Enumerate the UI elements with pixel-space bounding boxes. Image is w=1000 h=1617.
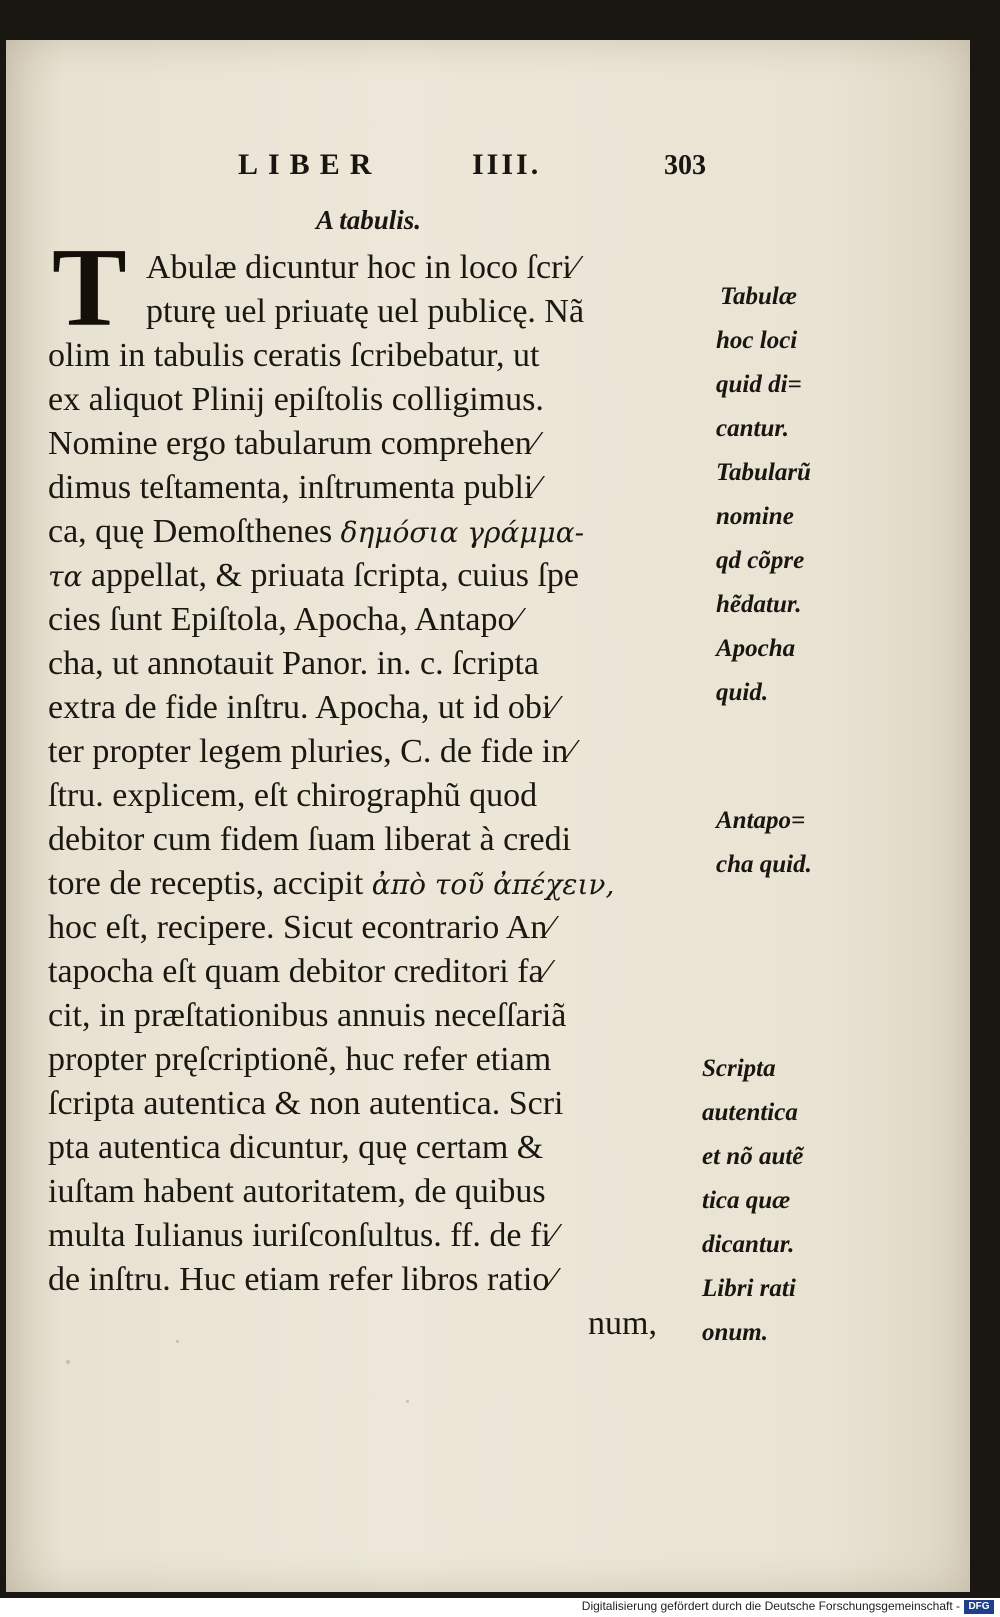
text-line: cit, in præſtationibus annuis neceſſariã — [48, 997, 567, 1034]
paper-speck — [176, 1340, 179, 1343]
text-segment: appellat, & priuata ſcripta, cuius ſpe — [90, 557, 580, 594]
text-segment: ca, quę Demoſthenes — [48, 513, 333, 550]
margin-note: Antapo= — [716, 807, 806, 834]
greek-word: τα — [48, 560, 83, 593]
text-line: de inſtru. Huc etiam refer libros ratio⁄ — [48, 1261, 555, 1298]
greek-word: ἀπὸ τοῦ ἀπέχειν, — [371, 868, 615, 901]
margin-note: Tabularũ — [716, 459, 811, 486]
text-line: propter pręſcriptionẽ, huc refer etiam — [48, 1041, 552, 1078]
text-line: tapocha eſt quam debitor creditori fa⁄ — [48, 953, 550, 990]
margin-note: autentica — [702, 1099, 798, 1126]
text-line: debitor cum fidem ſuam liberat à credi — [48, 821, 572, 858]
text-line: ſcripta autentica & non autentica. Scri — [48, 1085, 564, 1122]
text-line: hoc eſt, recipere. Sicut econtrario An⁄ — [48, 909, 554, 946]
text-line: multa Iulianus iuriſconſultus. ff. de fi⁄ — [48, 1217, 557, 1254]
dfg-logo: DFG — [964, 1600, 994, 1614]
text-line: Abulæ dicuntur hoc in loco ſcri⁄ — [146, 249, 578, 286]
text-line: cies ſunt Epiſtola, Apocha, Antapo⁄ — [48, 601, 521, 638]
text-line — [48, 510, 584, 554]
text-line — [48, 862, 614, 906]
text-line: extra de fide inſtru. Apocha, ut id obi⁄ — [48, 689, 557, 726]
text-line: cha, ut annotauit Panor. in. c. ſcripta — [48, 645, 539, 682]
margin-note: onum. — [702, 1319, 769, 1346]
margin-note: et nõ autẽ — [702, 1143, 804, 1170]
text-line: olim in tabulis ceratis ſcribebatur, ut — [48, 337, 540, 374]
running-head-liber: LIBER — [238, 148, 382, 181]
text-segment: tore de receptis, accipit — [48, 865, 364, 902]
margin-note: cantur. — [716, 415, 789, 442]
margin-note: Tabulæ — [720, 283, 797, 310]
text-line: pta autentica dicuntur, quę certam & — [48, 1129, 544, 1166]
greek-word: δημόσια γράμμα- — [340, 516, 585, 549]
running-head-book-number: IIII. — [472, 148, 542, 181]
text-line: Nomine ergo tabularum comprehen⁄ — [48, 425, 538, 462]
paper-speck — [406, 1400, 409, 1403]
paper-speck — [66, 1360, 70, 1364]
margin-note: hẽdatur. — [716, 591, 802, 618]
margin-note: hoc loci — [716, 327, 798, 354]
text-line: ſtru. explicem, eſt chirographũ quod — [48, 777, 538, 814]
text-line — [48, 554, 579, 598]
footer-bar — [0, 1598, 1000, 1617]
margin-note: nomine — [716, 503, 794, 530]
text-line: num, — [588, 1305, 657, 1342]
funding-credit: Digitalisierung gefördert durch die Deutsche Forschungsgemeinschaft - — [581, 1599, 960, 1613]
margin-note: quid di= — [716, 371, 802, 398]
folio-number: 303 — [664, 150, 706, 181]
margin-note: Libri rati — [702, 1275, 796, 1302]
section-title: A tabulis. — [316, 205, 422, 235]
running-head — [0, 148, 1000, 188]
text-line: iuſtam habent autoritatem, de quibus — [48, 1173, 546, 1210]
margin-note: Scripta — [702, 1055, 776, 1082]
text-line: ex aliquot Plinij epiſtolis colligimus. — [48, 381, 544, 418]
text-line: ter propter legem pluries, C. de fide in⁄ — [48, 733, 574, 770]
drop-initial: T — [52, 226, 127, 350]
margin-note: dicantur. — [702, 1231, 795, 1258]
margin-note: qd cõpre — [716, 547, 805, 574]
margin-note: Apocha — [716, 635, 796, 662]
text-line: pturę uel priuatę uel publicę. Nã — [146, 293, 585, 330]
margin-note: cha quid. — [716, 851, 812, 878]
margin-note: quid. — [716, 679, 769, 706]
margin-note: tica quæ — [702, 1187, 791, 1214]
text-line: dimus teſtamenta, inſtrumenta publi⁄ — [48, 469, 540, 506]
